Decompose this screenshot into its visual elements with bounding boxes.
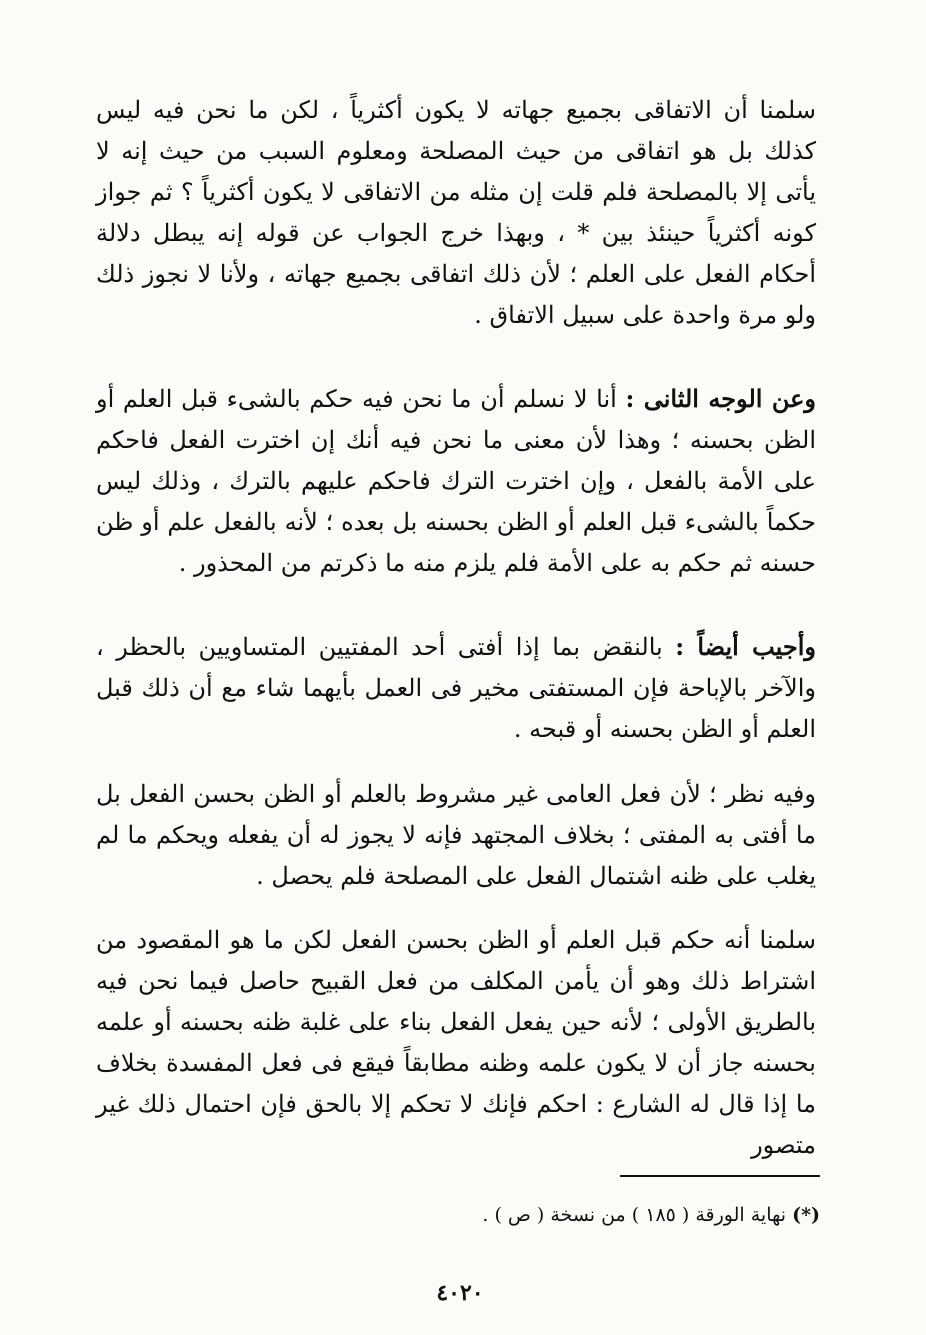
- footnote: [300, 1200, 820, 1230]
- paragraph-5-text: سلمنا أنه حكم قبل العلم أو الظن بحسن الفعل لكن ما هو المقصود من اشتراط ذلك وهو أن يأمن المكلف من فعل القبيح حاصل فيما نحن فيه بالطريق الأولى ؛ لأنه حين يفعل الفعل بناء على غلبة ظنه بحسنه أو علمه بحسنه جاز أن لا يكون علمه وظنه مطابقاً فيقع فى فعل المفسدة بخلاف ما إذا قال له الشارع : احكم فإنك لا تحكم إلا بالحق فإن احتمال ذلك غير متصور: [96, 926, 816, 1159]
- footnote-divider: [620, 1175, 820, 1177]
- paragraph-3-lead: وأجيب أيضاً :: [675, 632, 816, 661]
- paragraph-3: [96, 626, 816, 750]
- footnote-mark: (*): [792, 1204, 820, 1226]
- paragraph-2: [96, 378, 816, 584]
- paragraph-3-text: بالنقض بما إذا أفتى أحد المفتيين المتساويين بالحظر ، والآخر بالإباحة فإن المستفتى مخير فى العمل بأيهما شاء مع أن ذلك قبل العلم أو الظن بحسنه أو قبحه .: [96, 633, 816, 743]
- paragraph-4-text: وفيه نظر ؛ لأن فعل العامى غير مشروط بالعلم أو الظن بحسن الفعل بل ما أفتى به المفتى ؛ بخلاف المجتهد فإنه لا يجوز له أن يفعله ويحكم ما لم يغلب على ظنه اشتمال الفعل على المصلحة فلم يحصل .: [96, 780, 816, 890]
- page-number: ٤٠٢٠: [436, 1280, 484, 1306]
- paragraph-1-text: سلمنا أن الاتفاقى بجميع جهاته لا يكون أكثرياً ، لكن ما نحن فيه ليس كذلك بل هو اتفاقى من حيث المصلحة ومعلوم السبب من حيث إنه لا يأتى إلا بالمصلحة فلم قلت إن مثله من الاتفاقى لا يكون أكثرياً ؟ ثم جواز كونه أكثرياً حينئذ بين * ، وبهذا خرج الجواب عن قوله إنه يبطل دلالة أحكام الفعل على العلم ؛ لأن ذلك اتفاقى بجميع جهاته ، ولأنا لا نجوز ذلك ولو مرة واحدة على سبيل الاتفاق .: [96, 96, 816, 329]
- paragraph-5: [96, 920, 816, 1166]
- paragraph-4: [96, 774, 816, 897]
- footnote-text: نهاية الورقة ( ١٨٥ ) من نسخة ( ص ) .: [482, 1204, 793, 1226]
- paragraph-2-text: أنا لا نسلم أن ما نحن فيه حكم بالشىء قبل العلم أو الظن بحسنه ؛ وهذا لأن معنى ما نحن فيه أنك إن اخترت الفعل فاحكم على الأمة بالفعل ، وإن اخترت الترك فاحكم عليهم بالترك ، وذلك ليس حكماً بالشىء قبل العلم أو الظن بحسنه بل بعده ؛ لأنه بالفعل علم أو ظن حسنه ثم حكم به على الأمة فلم يلزم منه ما ذكرتم من المحذور .: [96, 385, 816, 577]
- paragraph-1: [96, 90, 816, 336]
- paragraph-2-lead: وعن الوجه الثانى :: [625, 384, 817, 413]
